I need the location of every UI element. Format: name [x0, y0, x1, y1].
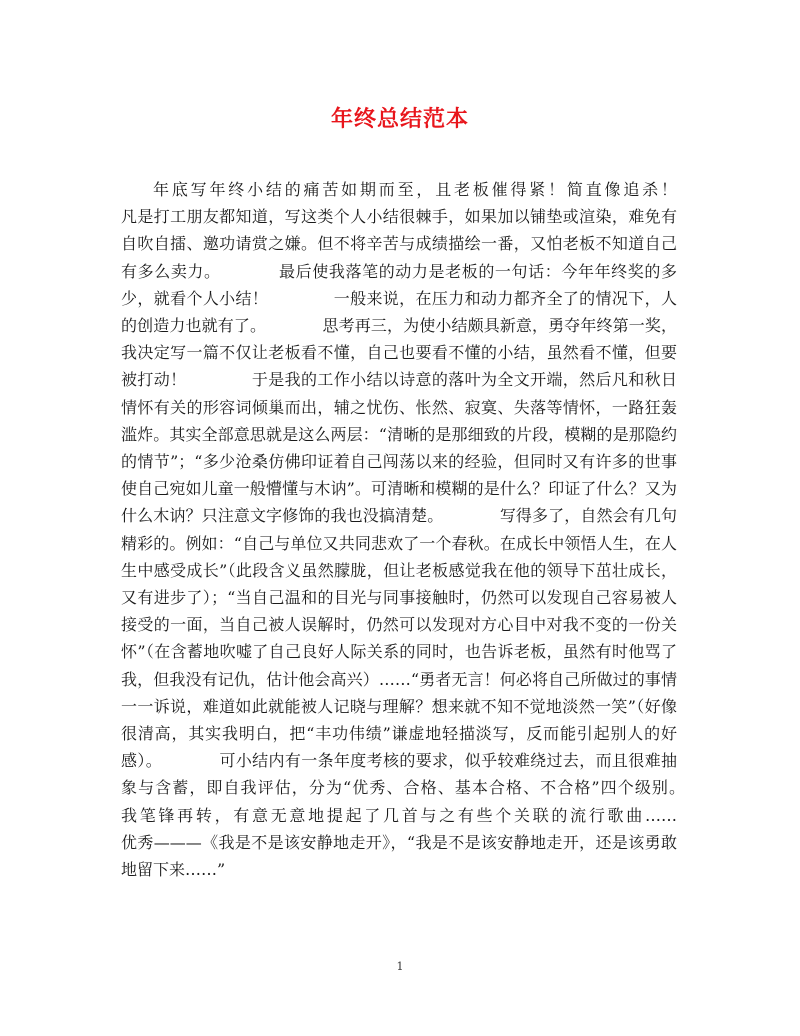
page-number: 1 — [396, 960, 404, 973]
document-body — [121, 176, 742, 883]
body-paragraph: 年底写年终小结的痛苦如期而至，且老板催得紧！简直像追杀！ 凡是打工朋友都知道，写这类个人小结很棘手，如果加以铺垫或渲染，难免有自吹自擂、邀功请赏之嫌。但不将辛苦与成绩描绘一番，又怕老板不知道自己有多么卖力。 最后使我落笔的动力是老板的一句话：今年年终奖的多少，就看个人小结！ 一般来说，在压力和动力都齐全了的情况下，人的创造力也就有了。 思考再三，为使小结颇具新意，勇夺年终第一奖，我决定写一篇不仅让老板看不懂，自己也要看不懂的小结，虽然看不懂，但要被打动！ 于是我的工作小结以诗意的落叶为全文开端，然后凡和秋日情怀有关的形容词倾巢而出，辅之忧伤、怅然、寂寞、失落等情怀，一路狂轰滥炸。其实全部意思就是这么两层：“清晰的是那细致的片段，模糊的是那隐约的情节”；“多少沧桑仿佛印证着自己闯荡以来的经验，但同时又有许多的世事使自己宛如儿童一般懵懂与木讷”。可清晰和模糊的是什么？印证了什么？又为什么木讷？只注意文字修饰的我也没搞清楚。 写得多了，自然会有几句精彩的。例如：“自己与单位又共同悲欢了一个春秋。在成长中领悟人生，在人生中感受成长”（此段含义虽然朦胧，但让老板感觉我在他的领导下茁壮成长，又有进步了）；“当自己温和的目光与同事接触时，仍然可以发现自己容易被人接受的一面，当自己被人误解时，仍然可以发现对方心目中对我不变的一份关怀”（在含蓄地吹嘘了自己良好人际关系的同时，也告诉老板，虽然有时他骂了我，但我没有记仇，估计他会高兴）……“勇者无言！何必将自己所做过的事情一一诉说，难道如此就能被人记晓与理解？想来就不知不觉地淡然一笑”（好像很清高，其实我明白，把“丰功伟绩”谦虚地轻描淡写，反而能引起别人的好感）。 可小结内有一条年度考核的要求，似乎较难绕过去，而且很难抽象与含蓄，即自我评估，分为“优秀、合格、基本合格、不合格”四个级别。 我笔锋再转，有意无意地提起了几首与之有些个关联的流行歌曲…… 优秀———《我是不是该安静地走开》，“我是不是该安静地走开，还是该勇敢地留下来……” — [121, 180, 742, 880]
document-title: 年终总结范本 — [330, 106, 469, 132]
